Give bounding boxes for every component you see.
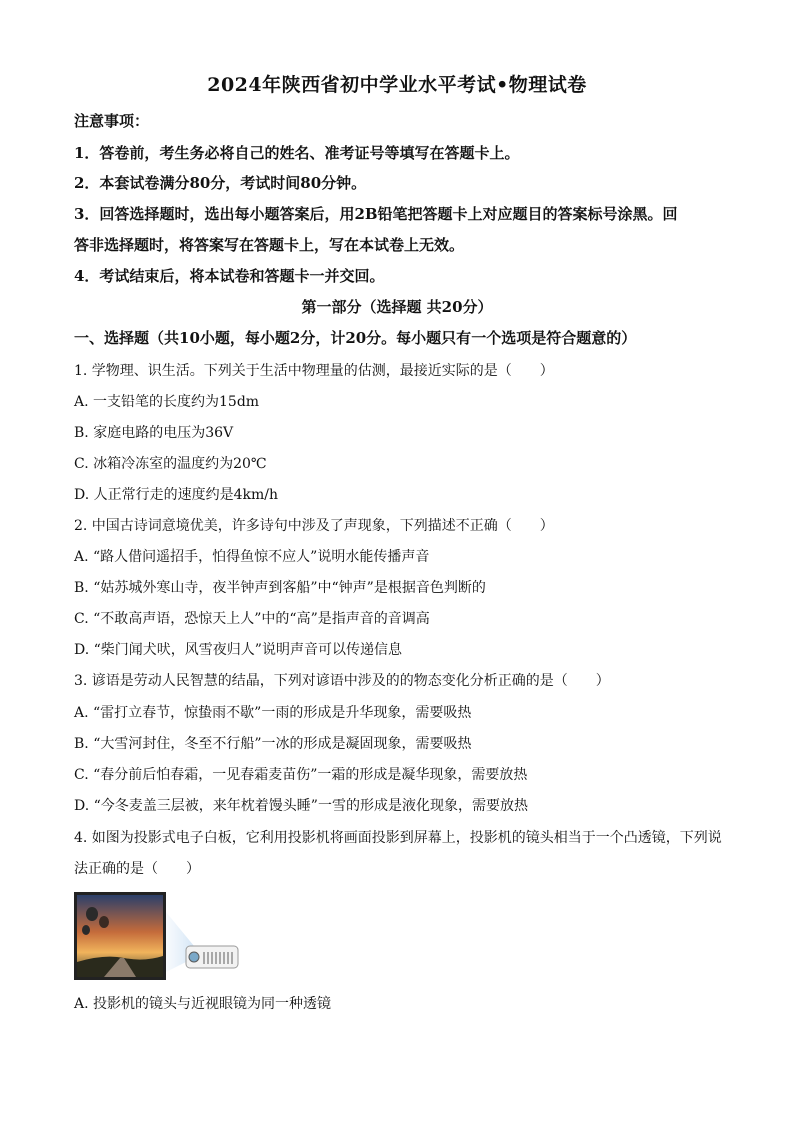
question-option: D. 人正常行走的速度约是4km/h	[74, 487, 279, 503]
projector-whiteboard-figure	[74, 892, 244, 984]
question-option: C. “不敢高声语，恐惊天上人”中的“高”是指声音的音调高	[74, 611, 430, 627]
question-option: D. “今冬麦盖三层被，来年枕着馒头睡”一雪的形成是液化现象，需要放热	[74, 798, 528, 814]
question-stem: 4. 如图为投影式电子白板，它利用投影机将画面投影到屏幕上，投影机的镜头相当于一个凸透镜，下列说	[74, 830, 722, 846]
question-option: D. “柴门闻犬吠，风雪夜归人”说明声音可以传递信息	[74, 642, 402, 658]
exam-title: 2024年陕西省初中学业水平考试•物理试卷	[207, 74, 587, 96]
part-heading: 第一部分（选择题 共20分）	[301, 298, 493, 316]
question-option: A. 一支铅笔的长度约为15dm	[74, 394, 260, 410]
notice-item: 2．本套试卷满分80分，考试时间80分钟。	[74, 174, 367, 192]
question-option: A. “雷打立春节，惊蛰雨不歇”一雨的形成是升华现象，需要吸热	[74, 705, 472, 721]
question-option: A. “路人借问遥招手，怕得鱼惊不应人”说明水能传播声音	[74, 549, 430, 565]
section-heading: 一、选择题（共10小题，每小题2分，计20分。每小题只有一个选项是符合题意的）	[74, 329, 637, 347]
question-option: A. 投影机的镜头与近视眼镜为同一种透镜	[74, 996, 332, 1012]
notice-item: 4．考试结束后，将本试卷和答题卡一并交回。	[74, 267, 385, 285]
notice-item: 答非选择题时，将答案写在答题卡上，写在本试卷上无效。	[74, 236, 465, 254]
notice-heading: 注意事项：	[74, 112, 150, 130]
question-stem: 2. 中国古诗词意境优美，许多诗句中涉及了声现象，下列描述不正确（ ）	[74, 518, 554, 534]
notice-item: 1．答卷前，考生务必将自己的姓名、准考证号等填写在答题卡上。	[74, 144, 520, 162]
question-option: C. “春分前后怕春霜，一见春霜麦苗伤”一霜的形成是凝华现象，需要放热	[74, 767, 528, 783]
question-stem: 1. 学物理、识生活。下列关于生活中物理量的估测，最接近实际的是（ ）	[74, 363, 554, 379]
notice-item: 3．回答选择题时，选出每小题答案后，用2B铅笔把答题卡上对应题目的答案标号涂黑。回	[74, 205, 678, 223]
question-option: B. “大雪河封住，冬至不行船”一冰的形成是凝固现象，需要吸热	[74, 736, 472, 752]
question-option: B. 家庭电路的电压为36V	[74, 425, 234, 441]
question-option: B. “姑苏城外寒山寺，夜半钟声到客船”中“钟声”是根据音色判断的	[74, 580, 486, 596]
question-stem: 3. 谚语是劳动人民智慧的结晶，下列对谚语中涉及的的物态变化分析正确的是（ ）	[74, 673, 610, 689]
question-stem: 法正确的是（ ）	[74, 861, 200, 877]
question-option: C. 冰箱冷冻室的温度约为20℃	[74, 456, 267, 472]
